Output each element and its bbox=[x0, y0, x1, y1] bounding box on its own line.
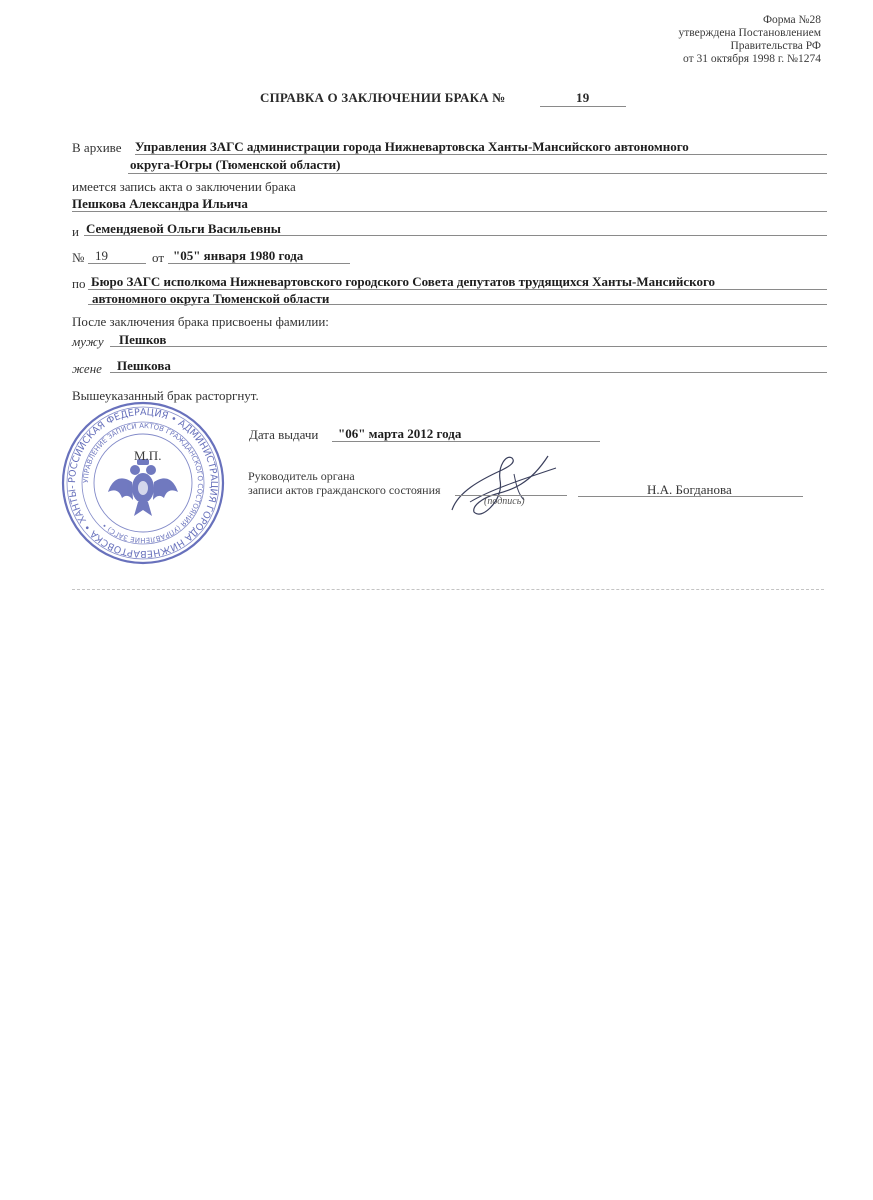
seal-inner-text: УПРАВЛЕНИЕ ЗАПИСИ АКТОВ ГРАЖДАНСКОГО СОСТОЯНИЯ (УПРАВЛЕНИЕ ЗАГС) • bbox=[81, 421, 205, 545]
form-number: Форма №28 bbox=[762, 14, 821, 26]
archive-authority-line2: округа-Югры (Тюменской области) bbox=[130, 157, 341, 172]
archive-line1-rule bbox=[135, 154, 827, 155]
issue-date: "06" марта 2012 года bbox=[338, 426, 462, 441]
form-approval-authority: Правительства РФ bbox=[730, 40, 821, 52]
seal-outer-text: РОССИЙСКАЯ ФЕДЕРАЦИЯ • АДМИНИСТРАЦИЯ ГОРОДА НИЖНЕВАРТОВСКА • ХАНТЫ- bbox=[66, 406, 220, 560]
handwritten-signature bbox=[440, 440, 570, 530]
archive-line2-rule bbox=[128, 173, 827, 174]
archive-authority-line1: Управления ЗАГС администрации города Нижневартовска Ханты-Мансийского автономного bbox=[135, 139, 689, 154]
registry-office-line2: автономного округа Тюменской области bbox=[92, 291, 330, 306]
archive-label: В архиве bbox=[72, 140, 122, 155]
official-seal-graphic bbox=[58, 398, 228, 568]
signatory-name: Н.А. Богданова bbox=[647, 482, 732, 497]
record-date: "05" января 1980 года bbox=[173, 248, 304, 263]
wife-surname-label: жене bbox=[72, 361, 102, 376]
signature-caption: (подпись) bbox=[484, 496, 525, 507]
wife-surname: Пешкова bbox=[117, 358, 171, 373]
wife-full-name: Семендяевой Ольги Васильевны bbox=[86, 221, 281, 236]
certificate-number-line bbox=[540, 106, 626, 107]
document-title: СПРАВКА О ЗАКЛЮЧЕНИИ БРАКА № bbox=[260, 90, 506, 105]
form-approval-line: утверждена Постановлением bbox=[678, 27, 821, 39]
surnames-label: После заключения брака присвоены фамилии: bbox=[72, 314, 329, 329]
record-number-label: № bbox=[72, 250, 85, 265]
husband-surname-rule bbox=[110, 346, 827, 347]
official-seal bbox=[58, 398, 228, 573]
certificate-number: 19 bbox=[576, 90, 590, 105]
and-label: и bbox=[72, 224, 79, 239]
signatory-title-line2: записи актов гражданского состояния bbox=[248, 483, 441, 497]
seal-place-mark: М.П. bbox=[134, 448, 162, 463]
record-number-rule bbox=[88, 263, 146, 264]
record-number: 19 bbox=[95, 248, 108, 263]
office-line1-rule bbox=[88, 289, 827, 290]
cut-line bbox=[72, 589, 824, 590]
husband-name-rule bbox=[72, 211, 827, 212]
divorce-note: Вышеуказанный брак расторгнут. bbox=[72, 388, 259, 403]
record-label: имеется запись акта о заключении брака bbox=[72, 179, 296, 194]
signatory-name-rule bbox=[578, 496, 803, 497]
form-header bbox=[679, 14, 821, 66]
record-date-rule bbox=[168, 263, 350, 264]
office-label: по bbox=[72, 276, 86, 291]
record-date-label: от bbox=[152, 250, 165, 265]
husband-full-name: Пешкова Александра Ильича bbox=[72, 196, 248, 211]
form-approval-date: от 31 октября 1998 г. №1274 bbox=[682, 53, 821, 65]
husband-surname: Пешков bbox=[119, 332, 167, 347]
registry-office-line1: Бюро ЗАГС исполкома Нижневартовского городского Совета депутатов трудящихся Ханты-Мансийского bbox=[91, 274, 716, 289]
signatory-title-line1: Руководитель органа bbox=[248, 469, 355, 483]
husband-surname-label: мужу bbox=[72, 334, 104, 349]
wife-name-rule bbox=[84, 235, 827, 236]
issue-date-label: Дата выдачи bbox=[249, 427, 319, 442]
office-line2-rule bbox=[88, 304, 827, 305]
wife-surname-rule bbox=[110, 372, 827, 373]
